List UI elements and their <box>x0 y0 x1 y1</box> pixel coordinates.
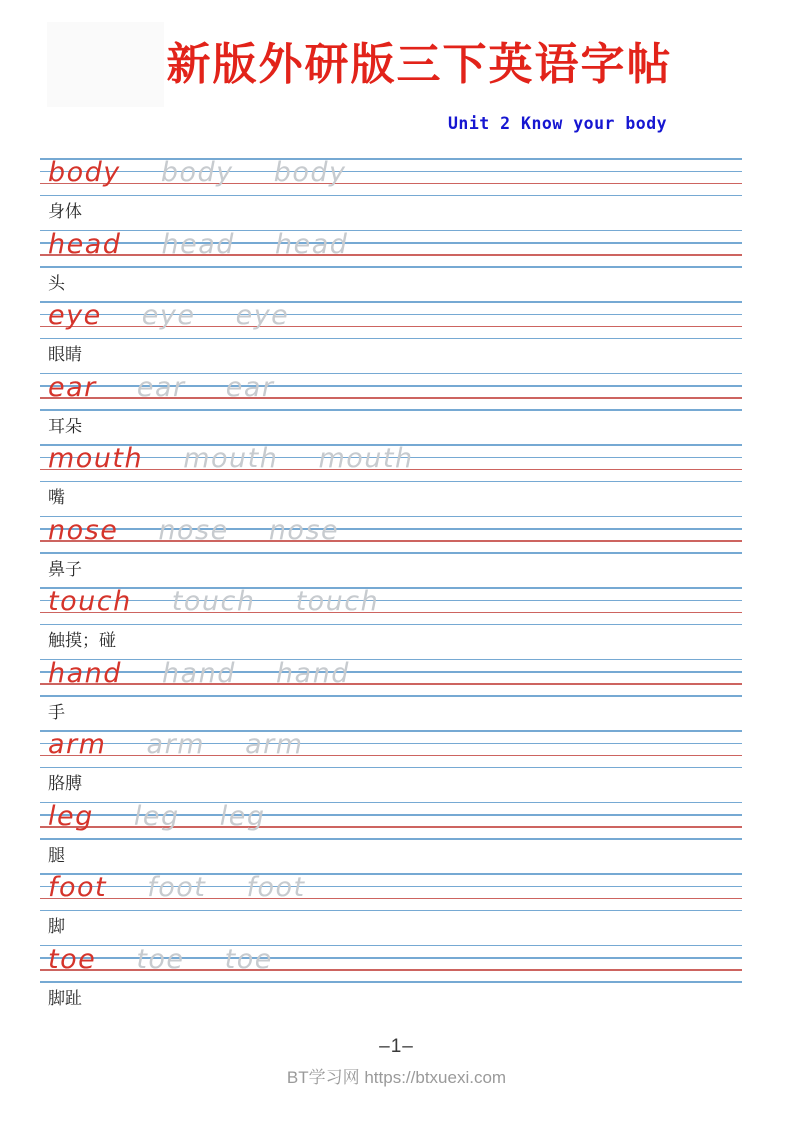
practice-word-trace: body <box>160 157 234 188</box>
guide-line-bottom <box>40 767 742 769</box>
practice-word-trace: leg <box>133 800 180 832</box>
practice-row <box>40 301 742 373</box>
guide-line-bottom <box>40 910 742 912</box>
chinese-translation: 手 <box>48 702 65 722</box>
practice-word-sample: mouth <box>48 443 144 474</box>
practice-row <box>40 873 742 945</box>
word-group <box>48 873 336 903</box>
guide-line-bottom <box>40 338 742 340</box>
guide-line-bottom <box>40 409 742 411</box>
writing-grid <box>40 730 742 768</box>
guide-line-bottom <box>40 981 742 983</box>
practice-word-trace: toe <box>136 943 185 975</box>
practice-word-trace: toe <box>224 943 273 975</box>
chinese-translation: 脚趾 <box>48 988 82 1008</box>
writing-grid <box>40 802 742 840</box>
writing-grid <box>40 230 742 268</box>
writing-grid <box>40 158 742 196</box>
practice-word-sample: foot <box>48 872 108 903</box>
practice-word-trace: ear <box>136 371 186 403</box>
practice-row <box>40 516 742 588</box>
practice-row <box>40 730 742 802</box>
chinese-translation: 触摸；碰 <box>48 631 116 650</box>
practice-word-sample: head <box>48 228 122 260</box>
page-number: –1– <box>379 1036 414 1057</box>
practice-row <box>40 158 742 230</box>
practice-word-trace: hand <box>276 657 350 689</box>
writing-grid <box>40 373 742 411</box>
chinese-translation: 胳膊 <box>48 774 82 793</box>
writing-grid <box>40 587 742 625</box>
writing-grid <box>40 516 742 554</box>
writing-grid <box>40 444 742 482</box>
practice-word-trace: arm <box>146 729 205 760</box>
word-group <box>48 516 369 546</box>
writing-grid <box>40 301 742 339</box>
practice-word-trace: foot <box>246 872 306 903</box>
chinese-translation: 鼻子 <box>48 559 82 579</box>
practice-word-trace: eye <box>141 300 196 331</box>
guide-line-bottom <box>40 481 742 483</box>
practice-word-sample: hand <box>48 657 122 689</box>
practice-word-sample: arm <box>48 729 107 760</box>
practice-word-trace: head <box>161 228 235 260</box>
word-group <box>48 659 380 689</box>
writing-grid <box>40 945 742 983</box>
guide-line-bottom <box>40 552 742 554</box>
unit-subtitle: Unit 2 Know your body <box>448 114 668 133</box>
practice-word-trace: head <box>275 228 349 260</box>
practice-word-trace: body <box>273 157 347 188</box>
practice-word-sample: leg <box>48 800 94 832</box>
practice-row <box>40 802 742 874</box>
word-group <box>48 158 377 188</box>
practice-word-sample: toe <box>48 943 97 975</box>
writing-grid <box>40 873 742 911</box>
word-group <box>48 587 409 617</box>
practice-word-trace: eye <box>235 300 290 331</box>
site-credit: BT学习网 https://btxuexi.com <box>286 1068 507 1087</box>
chinese-translation: 头 <box>48 273 65 293</box>
practice-word-trace: foot <box>147 872 207 903</box>
practice-word-trace: nose <box>268 514 340 546</box>
page-title: 新版外研版三下英语字帖 <box>166 40 673 89</box>
practice-word-trace: hand <box>162 657 236 689</box>
chinese-translation: 嘴 <box>48 488 65 507</box>
practice-row <box>40 945 742 1017</box>
practice-row <box>40 444 742 516</box>
word-group <box>48 230 378 260</box>
word-group <box>48 802 295 832</box>
practice-word-sample: body <box>48 157 121 188</box>
practice-word-trace: nose <box>158 514 229 546</box>
word-group <box>48 945 303 975</box>
practice-word-sample: ear <box>48 371 97 403</box>
practice-word-trace: ear <box>225 371 275 403</box>
practice-word-sample: eye <box>48 300 102 331</box>
word-group <box>48 373 304 403</box>
practice-word-trace: touch <box>295 586 380 617</box>
practice-word-trace: touch <box>171 586 256 617</box>
guide-line-bottom <box>40 838 742 840</box>
chinese-translation: 眼睛 <box>48 345 82 364</box>
practice-word-trace: mouth <box>318 443 414 474</box>
guide-line-bottom <box>40 695 742 697</box>
word-group <box>48 730 334 760</box>
guide-line-bottom <box>40 266 742 268</box>
practice-row <box>40 230 742 302</box>
practice-row <box>40 659 742 731</box>
chinese-translation: 脚 <box>48 917 65 936</box>
practice-row <box>40 373 742 445</box>
guide-line-bottom <box>40 195 742 197</box>
word-group <box>48 444 444 474</box>
word-group <box>48 301 319 331</box>
guide-line-bottom <box>40 624 742 626</box>
practice-rows <box>40 158 742 1016</box>
chinese-translation: 身体 <box>48 202 82 221</box>
practice-word-sample: touch <box>48 586 132 617</box>
chinese-translation: 耳朵 <box>48 416 82 436</box>
practice-row <box>40 587 742 659</box>
practice-word-trace: arm <box>245 729 304 760</box>
practice-word-trace: leg <box>219 800 266 832</box>
chinese-translation: 腿 <box>48 845 65 865</box>
practice-word-trace: mouth <box>183 443 279 474</box>
practice-word-sample: nose <box>48 514 119 546</box>
writing-grid <box>40 659 742 697</box>
